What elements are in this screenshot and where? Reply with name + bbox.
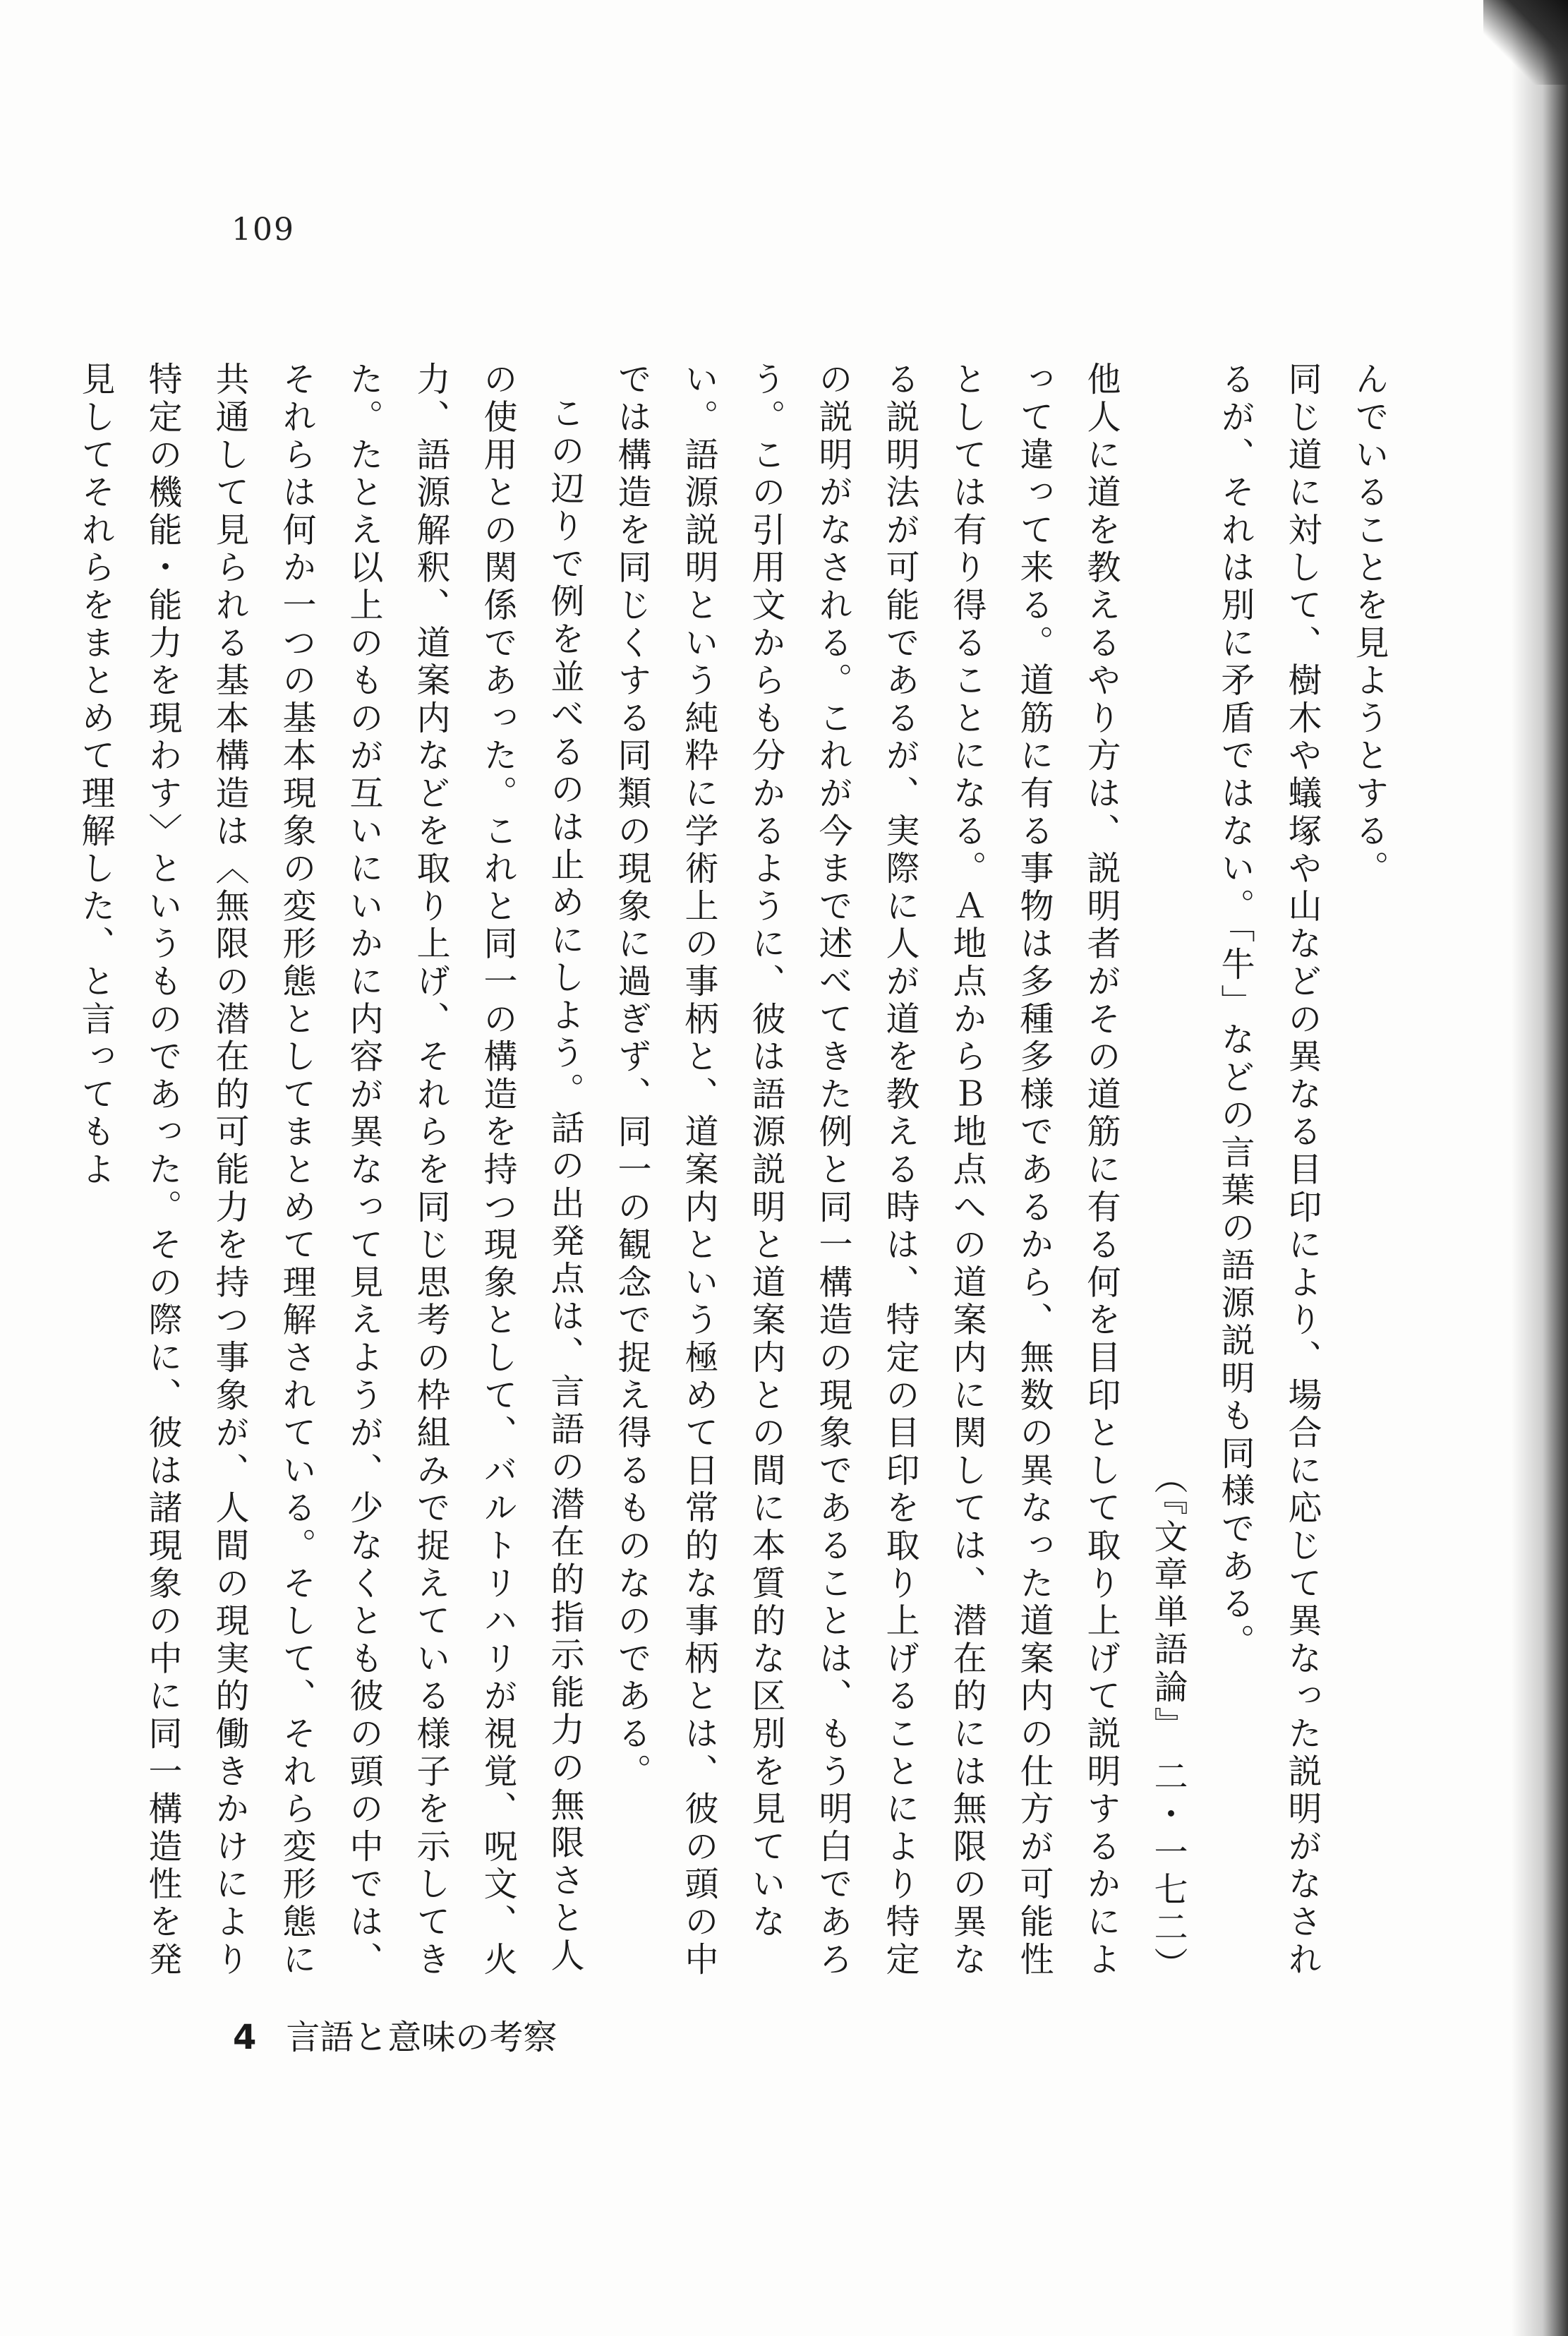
paragraph-way-guidance: 他人に道を教えるやり方は、説明者がその道筋に有る何を目印として取り上げて説明するかによって違って来る。道筋に有る事物は多種多様であるから、無数の異なった道案内の仕方が可能性としては有り得ることになる。Ａ地点からＢ地点への道案内に関しては、潜在的には無限の異なる説明法が可能であるが、実際に人が道を教える時は、特定の目印を取り上げることにより特定の説明がなされる。これが今まで述べてきた例と同一構造の現象であることは、もう明白であろう。この引用文からも分かるように、彼は語源説明と道案内との間に本質的な区別を見ていない。語源説明という純粋に学術上の事柄と、道案内という極めて日常的な事柄とは、彼の頭の中では構造を同じくする同類の現象に過ぎず、同一の観念で捉え得るものなのである。 (612, 361, 1121, 1979)
paragraph-continuation: んでいることを見ようとする。 (1349, 361, 1389, 889)
scan-shadow-edge (1512, 0, 1568, 2336)
chapter-number: 4 (233, 2018, 257, 2057)
running-footer (233, 2010, 557, 2059)
page-number: 109 (231, 212, 295, 248)
scan-shadow-corner (1483, 0, 1568, 85)
quotation-citation: （『文章単語論』 二・一七二） (1148, 1460, 1188, 1985)
paragraph-summary: この辺りで例を並べるのは止めにしよう。話の出発点は、言語の潜在的指示能力の無限さと人の使用との関係であった。これと同一の構造を持つ現象として、バルトリハリが視覚、呪文、火力、語源解釈、道案内などを取り上げ、それらを同じ思考の枠組みで捉えている様子を示してきた。たとえ以上のものが互いにいかに内容が異なって見えようが、少なくとも彼の頭の中では、それらは何か一つの基本現象の変形態としてまとめて理解されている。そして、それら変形態に共通して見られる基本構造は〈無限の潜在的可能力を持つ事象が、人間の現実的働きかけにより特定の機能・能力を現わす〉というものであった。その際に、彼は諸現象の中に同一構造性を発見してそれらをまとめて理解した、と言ってもよ (76, 361, 584, 1979)
vertical-text-body (76, 361, 1402, 1985)
chapter-title: 言語と意味の考察 (286, 2018, 557, 2057)
block-quotation: 同じ道に対して、樹木や蟻塚や山などの異なる目印により、場合に応じて異なった説明がなされるが、それは別に矛盾ではない。「牛」などの言葉の語源説明も同様である。 (1215, 361, 1322, 1979)
